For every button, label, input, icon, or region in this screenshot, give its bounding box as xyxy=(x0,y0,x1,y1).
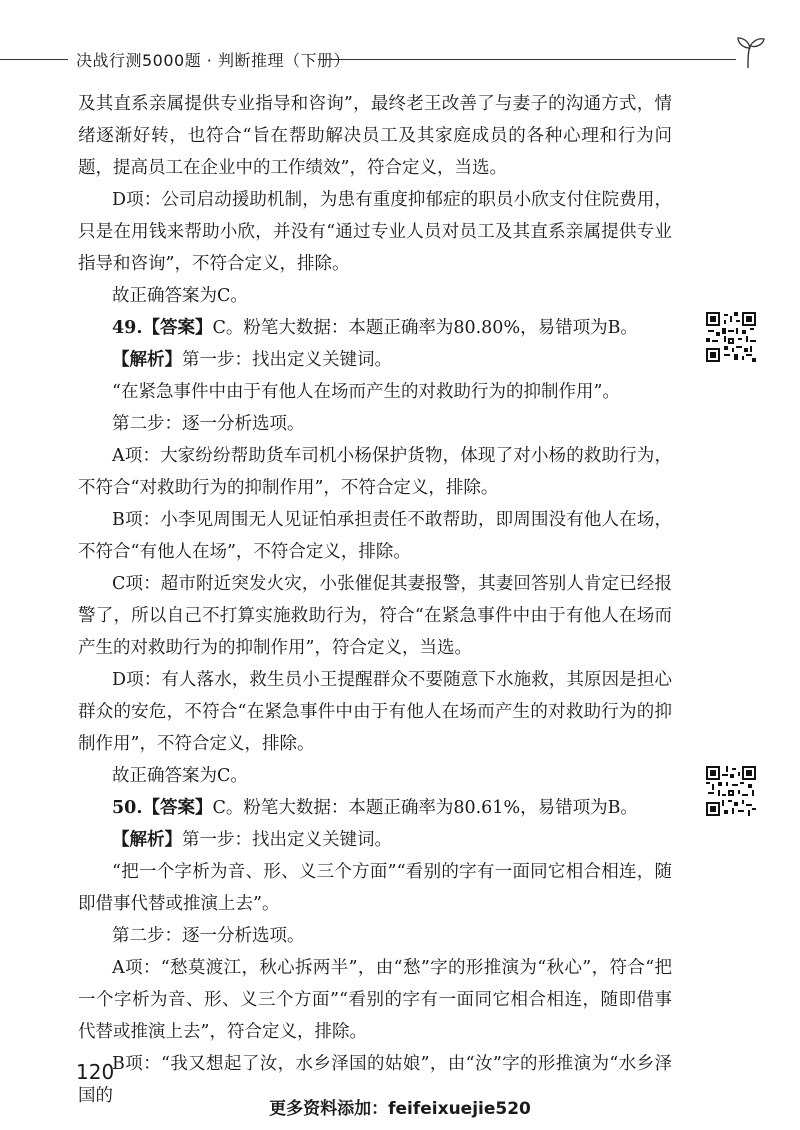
paragraph: D项：公司启动援助机制，为患有重度抑郁症的职员小欣支付住院费用，只是在用钱来帮助小欣，并没有“通过专业人员对员工及其直系亲属提供专业指导和咨询”，不符合定义，排除。 xyxy=(78,190,672,274)
header-rule-left xyxy=(0,59,68,60)
analysis-label: 【解析】 xyxy=(112,350,182,370)
analysis-49: 【解析】第一步：找出定义关键词。 xyxy=(112,350,392,370)
paragraph: 故正确答案为C。 xyxy=(112,286,248,306)
analysis-label: 【解析】 xyxy=(112,830,182,850)
qr-code-icon[interactable] xyxy=(706,312,756,362)
paragraph: “在紧急事件中由于有他人在场而产生的对救助行为的抑制作用”。 xyxy=(112,382,620,402)
page-number: 120 xyxy=(76,1060,115,1084)
paragraph: “把一个字析为音、形、义三个方面”“看别的字有一面同它相合相连，随即借事代替或推演上去”。 xyxy=(78,862,672,914)
page-body xyxy=(78,88,672,1112)
qr-code-icon[interactable] xyxy=(706,766,756,816)
paragraph: 及其直系亲属提供专业指导和咨询”，最终老王改善了与妻子的沟通方式，情绪逐渐好转，也符合“旨在帮助解决员工及其家庭成员的各种心理和行为问题，提高员工在企业中的工作绩效”，符合定义，当选。 xyxy=(78,94,672,178)
option-c-49: C项：超市附近突发火灾，小张催促其妻报警，其妻回答别人肯定已经报警了，所以自己不打算实施救助行为，符合“在紧急事件中由于有他人在场而产生的对救助行为的抑制作用”，符合定义，当选。 xyxy=(78,574,672,658)
running-header xyxy=(0,40,800,70)
option-a-49: A项：大家纷纷帮助货车司机小杨保护货物，体现了对小杨的救助行为，不符合“对救助行为的抑制作用”，不符合定义，排除。 xyxy=(78,446,672,498)
paragraph: 第二步：逐一分析选项。 xyxy=(112,414,305,434)
option-b-50: B项：“我又想起了汝，水乡泽国的姑娘”，由“汝”字的形推演为“水乡泽国的 xyxy=(78,1054,672,1106)
option-b-49: B项：小李见周围无人见证怕承担责任不敢帮助，即周围没有他人在场，不符合“有他人在场”，不符合定义，排除。 xyxy=(78,510,672,562)
answer-49: 49.【答案】C。粉笔大数据：本题正确率为80.80%，易错项为B。 xyxy=(112,318,638,338)
header-rule-right xyxy=(318,59,736,60)
footer-watermark: 更多资料添加：feifeixuejie520 xyxy=(269,1099,531,1119)
paragraph: 第二步：逐一分析选项。 xyxy=(112,926,305,946)
paragraph: 故正确答案为C。 xyxy=(112,766,248,786)
sprout-icon xyxy=(728,34,768,70)
analysis-50: 【解析】第一步：找出定义关键词。 xyxy=(112,830,392,850)
option-a-50: A项：“愁莫渡江，秋心拆两半”，由“愁”字的形推演为“秋心”，符合“把一个字析为音、形、义三个方面”“看别的字有一面同它相合相连，随即借事代替或推演上去”，符合定义，排除。 xyxy=(78,958,672,1042)
answer-label: 50.【答案】 xyxy=(112,798,213,818)
answer-label: 49.【答案】 xyxy=(112,318,213,338)
option-d-49: D项：有人落水，救生员小王提醒群众不要随意下水施救，其原因是担心群众的安危，不符合“在紧急事件中由于有他人在场而产生的对救助行为的抑制作用”，不符合定义，排除。 xyxy=(78,670,672,754)
book-title: 决战行测5000题 · 判断推理（下册） xyxy=(76,51,350,70)
answer-50: 50.【答案】C。粉笔大数据：本题正确率为80.61%，易错项为B。 xyxy=(112,798,638,818)
